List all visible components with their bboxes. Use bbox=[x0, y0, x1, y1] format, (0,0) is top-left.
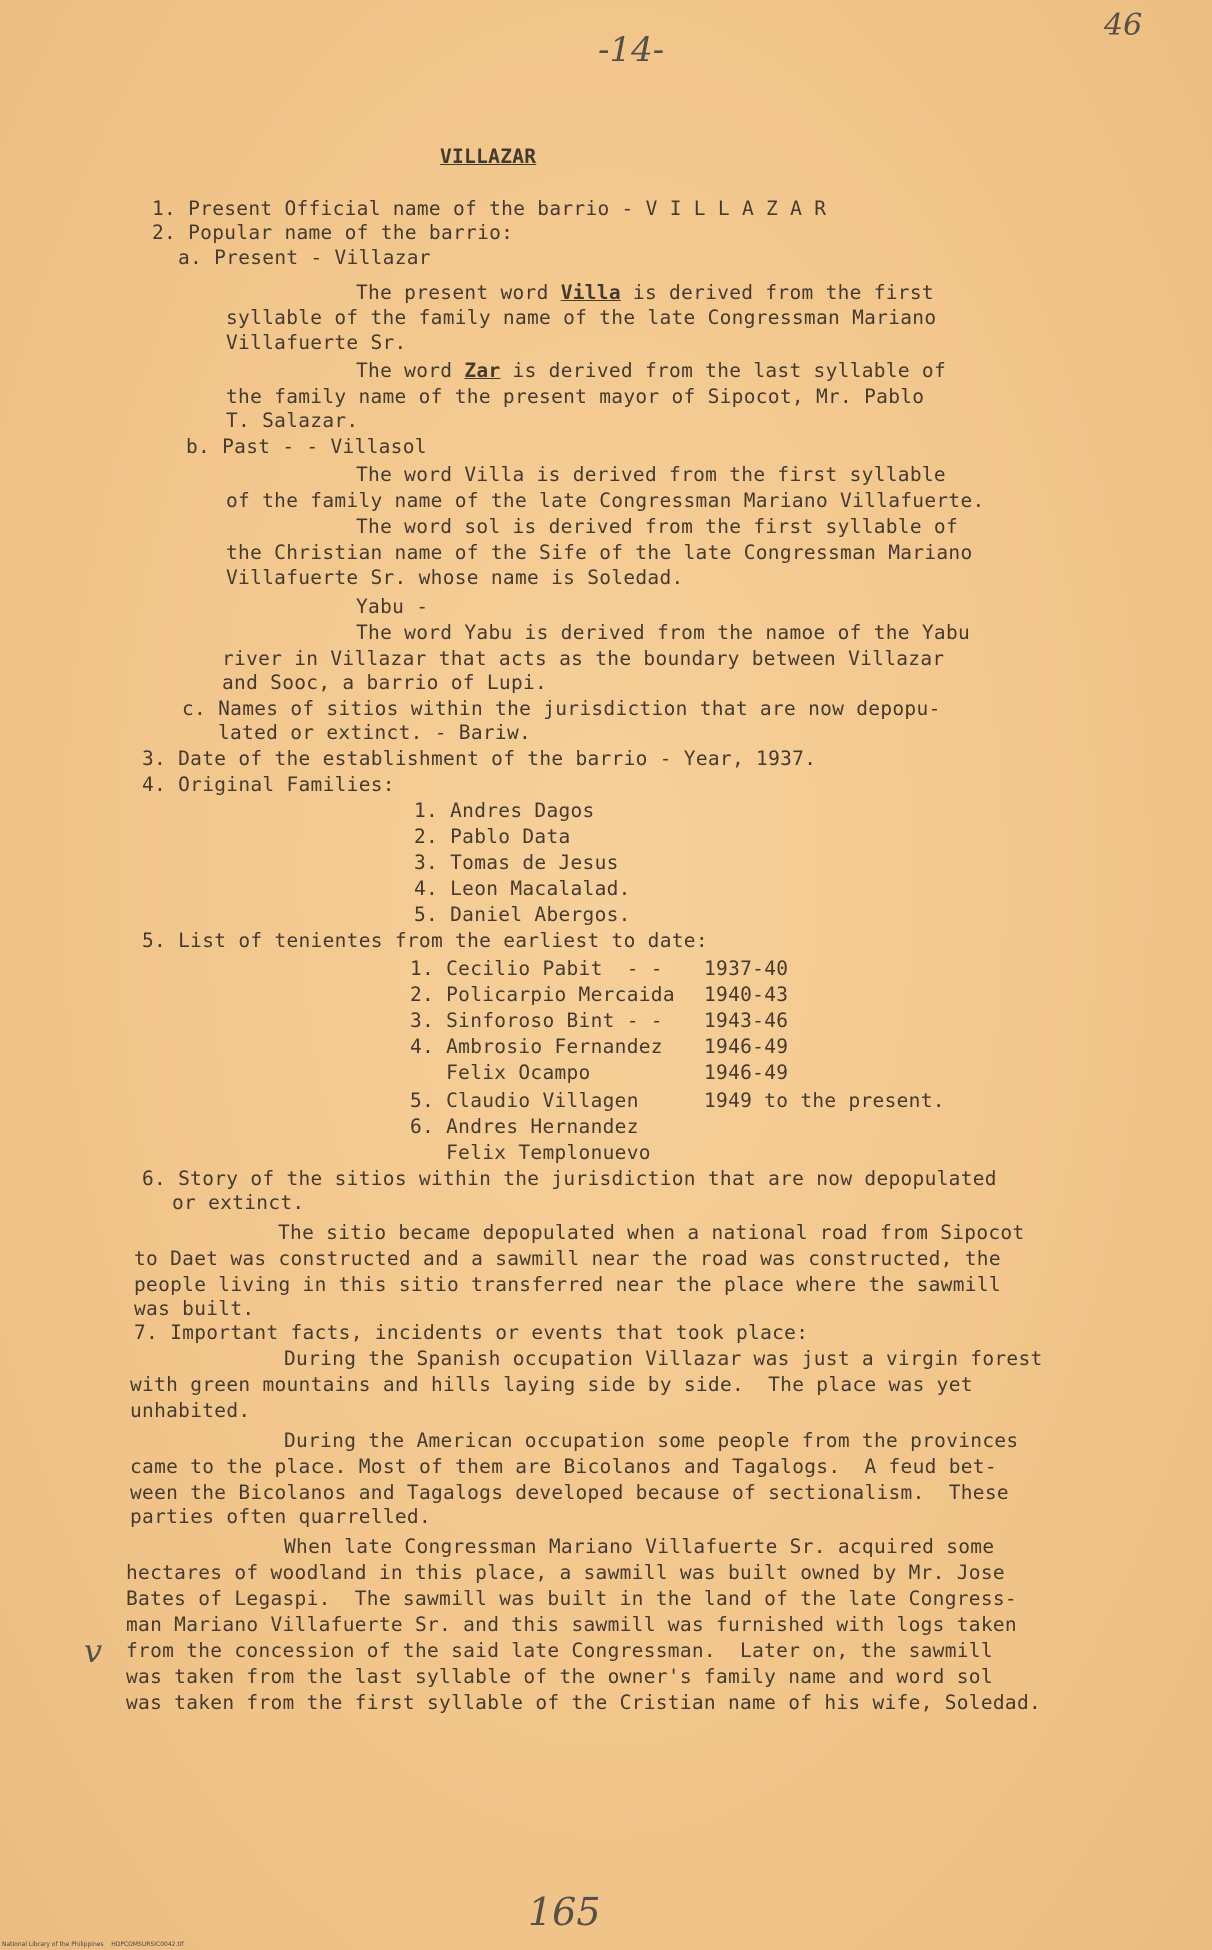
paragraph-line: When late Congressman Mariano Villafuerte Sr. acquired some bbox=[284, 1535, 995, 1558]
handwritten-corner-number: 46 bbox=[1104, 8, 1143, 43]
text-segment: The word bbox=[356, 359, 465, 382]
paragraph-line: the Christian name of the Sife of the late Congressman Mariano bbox=[226, 541, 973, 564]
paragraph-line: from the concession of the said late Congressman. Later on, the sawmill bbox=[126, 1639, 993, 1662]
handwritten-page-number: -14- bbox=[598, 30, 665, 70]
paragraph-line: river in Villazar that acts as the boundary between Villazar bbox=[222, 647, 945, 670]
paragraph-line: was built. bbox=[134, 1297, 255, 1320]
item-past-name: b. Past - - Villasol bbox=[186, 435, 427, 458]
list-item: 1. Andres Dagos bbox=[414, 799, 595, 822]
item-original-families: 4. Original Families: bbox=[142, 773, 395, 796]
paragraph-line: with green mountains and hills laying side by side. The place was yet bbox=[130, 1373, 973, 1396]
list-item: 5. Daniel Abergos. bbox=[414, 903, 631, 926]
paragraph-line: lated or extinct. - Bariw. bbox=[218, 721, 532, 744]
text-segment: is derived from the last syllable of bbox=[500, 359, 946, 382]
teniente-name: 2. Policarpio Mercaida bbox=[410, 983, 675, 1006]
paragraph-line: Bates of Legaspi. The sawmill was built in the land of the late Congress- bbox=[126, 1587, 1017, 1610]
item-story-sitios: 6. Story of the sitios within the jurisdiction that are now depopulated bbox=[142, 1167, 997, 1190]
text-segment: is derived from the first bbox=[620, 281, 934, 304]
teniente-years: 1949 to the present. bbox=[704, 1089, 945, 1112]
item-establishment-date: 3. Date of the establishment of the barrio - Year, 1937. bbox=[142, 747, 817, 770]
paragraph-zar-line bbox=[356, 358, 946, 383]
underlined-word-villa: Villa bbox=[560, 281, 621, 304]
item-yabu-heading: Yabu - bbox=[356, 595, 429, 618]
teniente-name: 6. Andres Hernandez bbox=[410, 1115, 639, 1138]
paragraph-line: unhabited. bbox=[130, 1399, 251, 1422]
paragraph-line: the family name of the present mayor of Sipocot, Mr. Pablo bbox=[226, 385, 925, 408]
paragraph-villa-line bbox=[356, 280, 934, 305]
paragraph-line: The sitio became depopulated when a national road from Sipocot bbox=[278, 1221, 1025, 1244]
item-present-name: a. Present - Villazar bbox=[178, 246, 431, 269]
item-important-facts: 7. Important facts, incidents or events that took place: bbox=[134, 1321, 809, 1344]
paragraph-line: of the family name of the late Congressman Mariano Villafuerte. bbox=[226, 489, 985, 512]
paragraph-line: T. Salazar. bbox=[226, 409, 359, 432]
paragraph-line: came to the place. Most of them are Bicolanos and Tagalogs. A feud bet- bbox=[130, 1455, 997, 1478]
teniente-years: 1940-43 bbox=[704, 983, 789, 1006]
paragraph-line: Villafuerte Sr. bbox=[226, 331, 407, 354]
paragraph-line: was taken from the first syllable of the Cristian name of his wife, Soledad. bbox=[126, 1691, 1042, 1714]
list-item: 4. Leon Macalalad. bbox=[414, 877, 631, 900]
teniente-years: 1943-46 bbox=[704, 1009, 789, 1032]
item-official-name: 1. Present Official name of the barrio - V I L L A Z A R bbox=[152, 197, 827, 220]
item-tenientes: 5. List of tenientes from the earliest to date: bbox=[142, 929, 708, 952]
paragraph-line: man Mariano Villafuerte Sr. and this sawmill was furnished with logs taken bbox=[126, 1613, 1017, 1636]
footer-file: HDPCOMSURSIC0042.tif bbox=[111, 1941, 184, 1948]
teniente-name: Felix Templonuevo bbox=[410, 1141, 651, 1164]
teniente-name: 1. Cecilio Pabit - - bbox=[410, 957, 663, 980]
underlined-word-zar: Zar bbox=[464, 359, 501, 382]
list-item: 2. Pablo Data bbox=[414, 825, 571, 848]
item-popular-name: 2. Popular name of the barrio: bbox=[152, 221, 514, 244]
handwritten-margin-mark: v bbox=[84, 1632, 103, 1670]
paragraph-line: syllable of the family name of the late Congressman Mariano bbox=[226, 306, 937, 329]
scan-footer bbox=[2, 1941, 184, 1948]
paragraph-line: During the Spanish occupation Villazar was just a virgin forest bbox=[284, 1347, 1043, 1370]
item-extinct-sitios: c. Names of sitios within the jurisdiction that are now depopu- bbox=[182, 697, 941, 720]
teniente-name: 4. Ambrosio Fernandez bbox=[410, 1035, 663, 1058]
teniente-years: 1937-40 bbox=[704, 957, 789, 980]
teniente-name: 3. Sinforoso Bint - - bbox=[410, 1009, 663, 1032]
paragraph-line: parties often quarrelled. bbox=[130, 1505, 431, 1528]
paragraph-line: During the American occupation some people from the provinces bbox=[284, 1429, 1019, 1452]
paragraph-line: Villafuerte Sr. whose name is Soledad. bbox=[226, 566, 684, 589]
teniente-name: 5. Claudio Villagen bbox=[410, 1089, 639, 1112]
handwritten-bottom-number: 165 bbox=[528, 1890, 601, 1934]
teniente-name: Felix Ocampo bbox=[410, 1061, 591, 1084]
paragraph-line: The word Yabu is derived from the namoe of the Yabu bbox=[356, 621, 971, 644]
text-segment: The present word bbox=[356, 281, 561, 304]
paragraph-line: to Daet was constructed and a sawmill near the road was constructed, the bbox=[134, 1247, 1001, 1270]
paragraph-line: or extinct. bbox=[172, 1191, 305, 1214]
paragraph-line: hectares of woodland in this place, a sawmill was built owned by Mr. Jose bbox=[126, 1561, 1005, 1584]
paragraph-line: ween the Bicolanos and Tagalogs developed because of sectionalism. These bbox=[130, 1481, 1009, 1504]
paragraph-line: and Sooc, a barrio of Lupi. bbox=[222, 671, 548, 694]
document-title: VILLAZAR bbox=[440, 145, 537, 168]
teniente-years: 1946-49 bbox=[704, 1035, 789, 1058]
list-item: 3. Tomas de Jesus bbox=[414, 851, 619, 874]
paragraph-line: people living in this sitio transferred near the place where the sawmill bbox=[134, 1273, 1001, 1296]
paragraph-line: The word Villa is derived from the first syllable bbox=[356, 463, 946, 486]
paragraph-line: The word sol is derived from the first syllable of bbox=[356, 515, 958, 538]
paragraph-line: was taken from the last syllable of the owner's family name and word sol bbox=[126, 1665, 993, 1688]
teniente-years: 1946-49 bbox=[704, 1061, 789, 1084]
footer-library: National Library of the Philippines bbox=[2, 1941, 104, 1948]
